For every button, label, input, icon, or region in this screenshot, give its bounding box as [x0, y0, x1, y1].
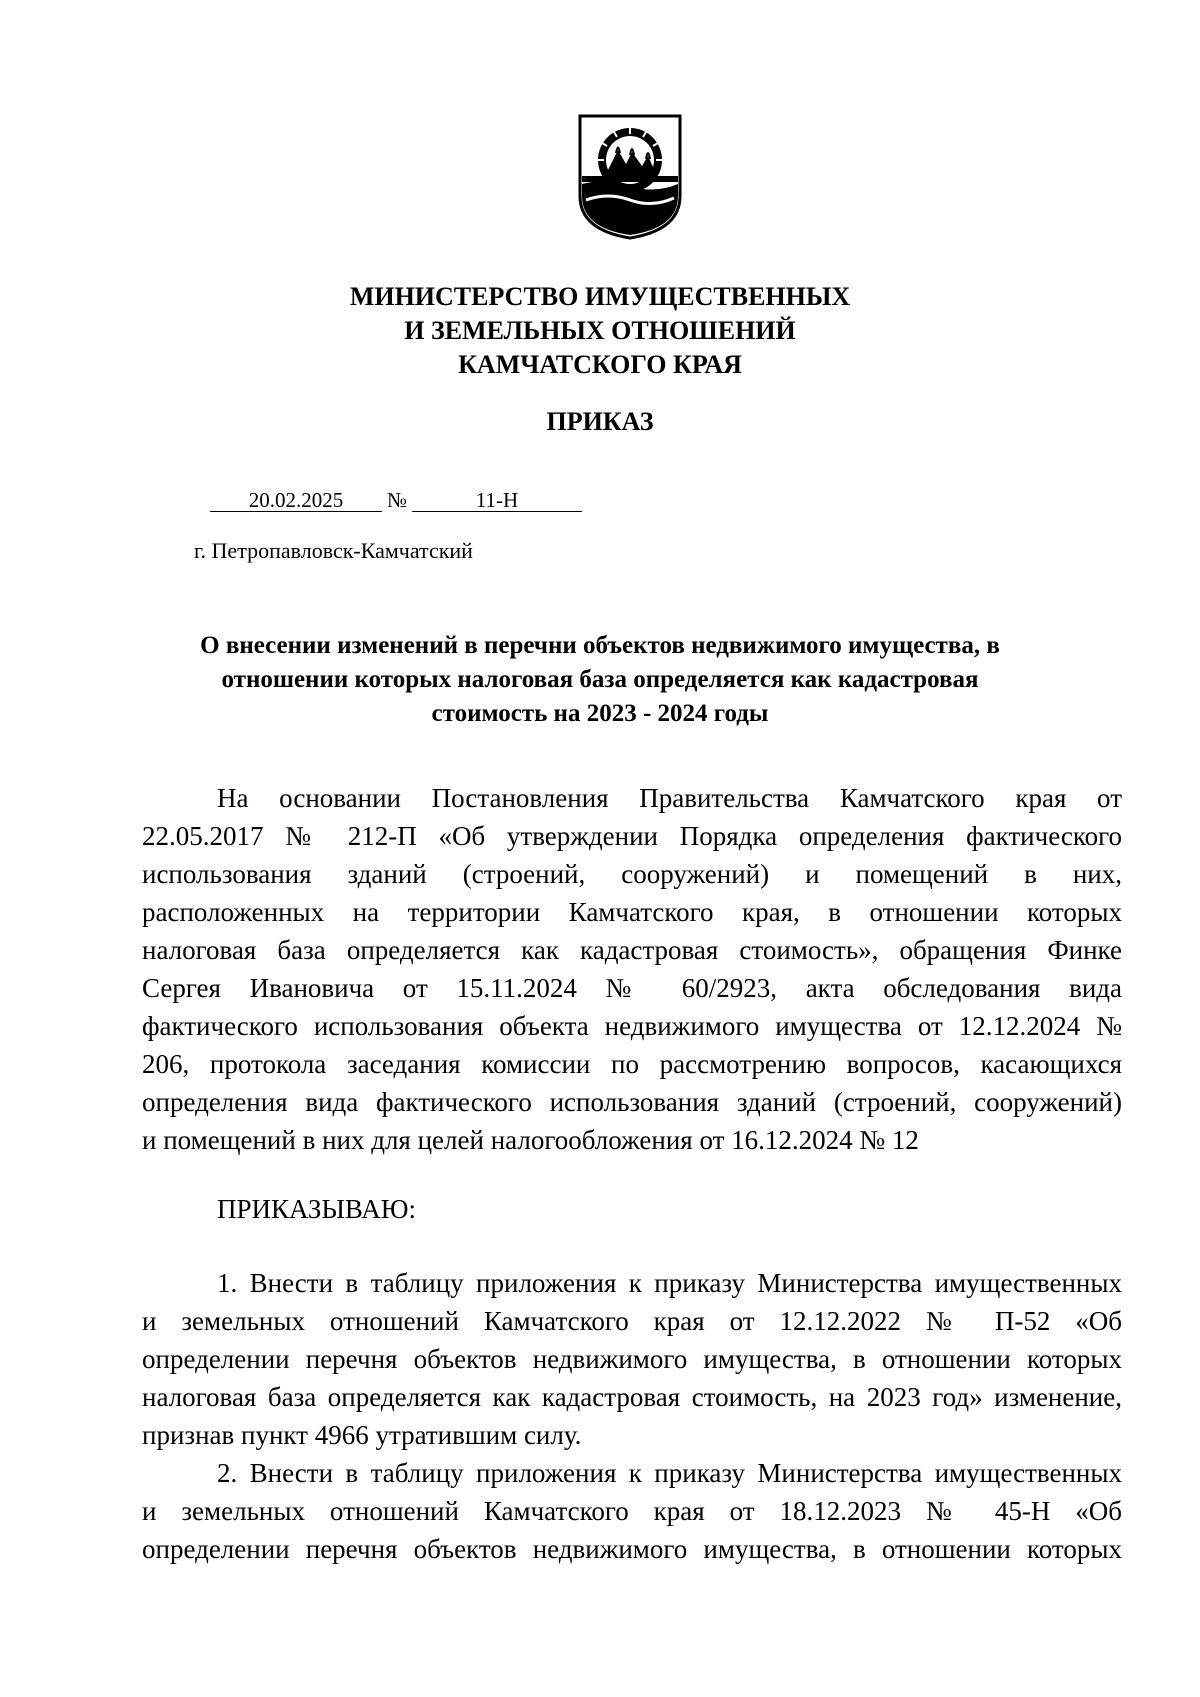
paragraph-line: и земельных отношений Камчатского края от 12.12.2022 № П-52 «Об [142, 1306, 1122, 1336]
paragraph-line: признав пункт 4966 утратившим силу. [142, 1420, 582, 1450]
paragraph-line: налоговая база определяется как кадастровая стоимость, на 2023 год» изменение, [142, 1382, 1122, 1412]
paragraph-line: 206, протокола заседания комиссии по рассмотрению вопросов, касающихся [142, 1049, 1122, 1079]
subject-line: О внесении изменений в перечни объектов недвижимого имущества, в [200, 632, 1000, 659]
document-subject [150, 629, 1050, 731]
paragraph-line: и земельных отношений Камчатского края от 18.12.2023 № 45-Н «Об [142, 1496, 1122, 1526]
document-date: 20.02.2025 [210, 489, 382, 512]
document-number: 11-Н [412, 489, 582, 512]
subject-line: отношении которых налоговая база определяется как кадастровая [221, 666, 979, 693]
registration-line [210, 487, 582, 513]
paragraph-line: использования зданий (строений, сооружений) и помещений в них, [142, 859, 1122, 889]
issue-place: г. Петропавловск-Камчатский [194, 538, 473, 563]
paragraph-line: На основании Постановления Правительства Камчатского края от [217, 783, 1122, 813]
ministry-name-line: И ЗЕМЕЛЬНЫХ ОТНОШЕНИЙ [404, 316, 796, 345]
subject-line: стоимость на 2023 - 2024 годы [431, 700, 769, 727]
document-type: ПРИКАЗ [546, 407, 654, 436]
paragraph-line: и помещений в них для целей налогообложения от 16.12.2024 № 12 [142, 1125, 919, 1155]
paragraph-line: расположенных на территории Камчатского края, в отношении которых [142, 897, 1122, 927]
kamchatka-coat-of-arms-icon [576, 112, 684, 242]
paragraph-line: определения вида фактического использования зданий (строений, сооружений) [142, 1087, 1122, 1117]
order-word: ПРИКАЗЫВАЮ: [217, 1194, 416, 1224]
paragraph-line: 22.05.2017 № 212-П «Об утверждении Порядка определения фактического [142, 821, 1122, 851]
number-sign: № [386, 488, 408, 512]
paragraph-line: Сергея Ивановича от 15.11.2024 № 60/2923, акта обследования вида [142, 973, 1122, 1003]
paragraph-line: фактического использования объекта недвижимого имущества от 12.12.2024 № [142, 1011, 1122, 1041]
paragraph-line: налоговая база определяется как кадастровая стоимость», обращения Финке [142, 935, 1122, 965]
ministry-name-line: КАМЧАТСКОГО КРАЯ [458, 350, 742, 379]
paragraph-line: 2. Внести в таблицу приложения к приказу Министерства имущественных [217, 1458, 1122, 1488]
paragraph-line: определении перечня объектов недвижимого имущества, в отношении которых [142, 1534, 1122, 1564]
order-item-1 [142, 1264, 1122, 1454]
paragraph-line: 1. Внести в таблицу приложения к приказу Министерства имущественных [217, 1268, 1122, 1298]
ministry-name-line: МИНИСТЕРСТВО ИМУЩЕСТВЕННЫХ [349, 282, 851, 311]
paragraph-line: определении перечня объектов недвижимого имущества, в отношении которых [142, 1344, 1122, 1374]
ministry-name [0, 280, 1200, 382]
preamble-paragraph [142, 779, 1122, 1159]
order-item-2 [142, 1454, 1122, 1568]
